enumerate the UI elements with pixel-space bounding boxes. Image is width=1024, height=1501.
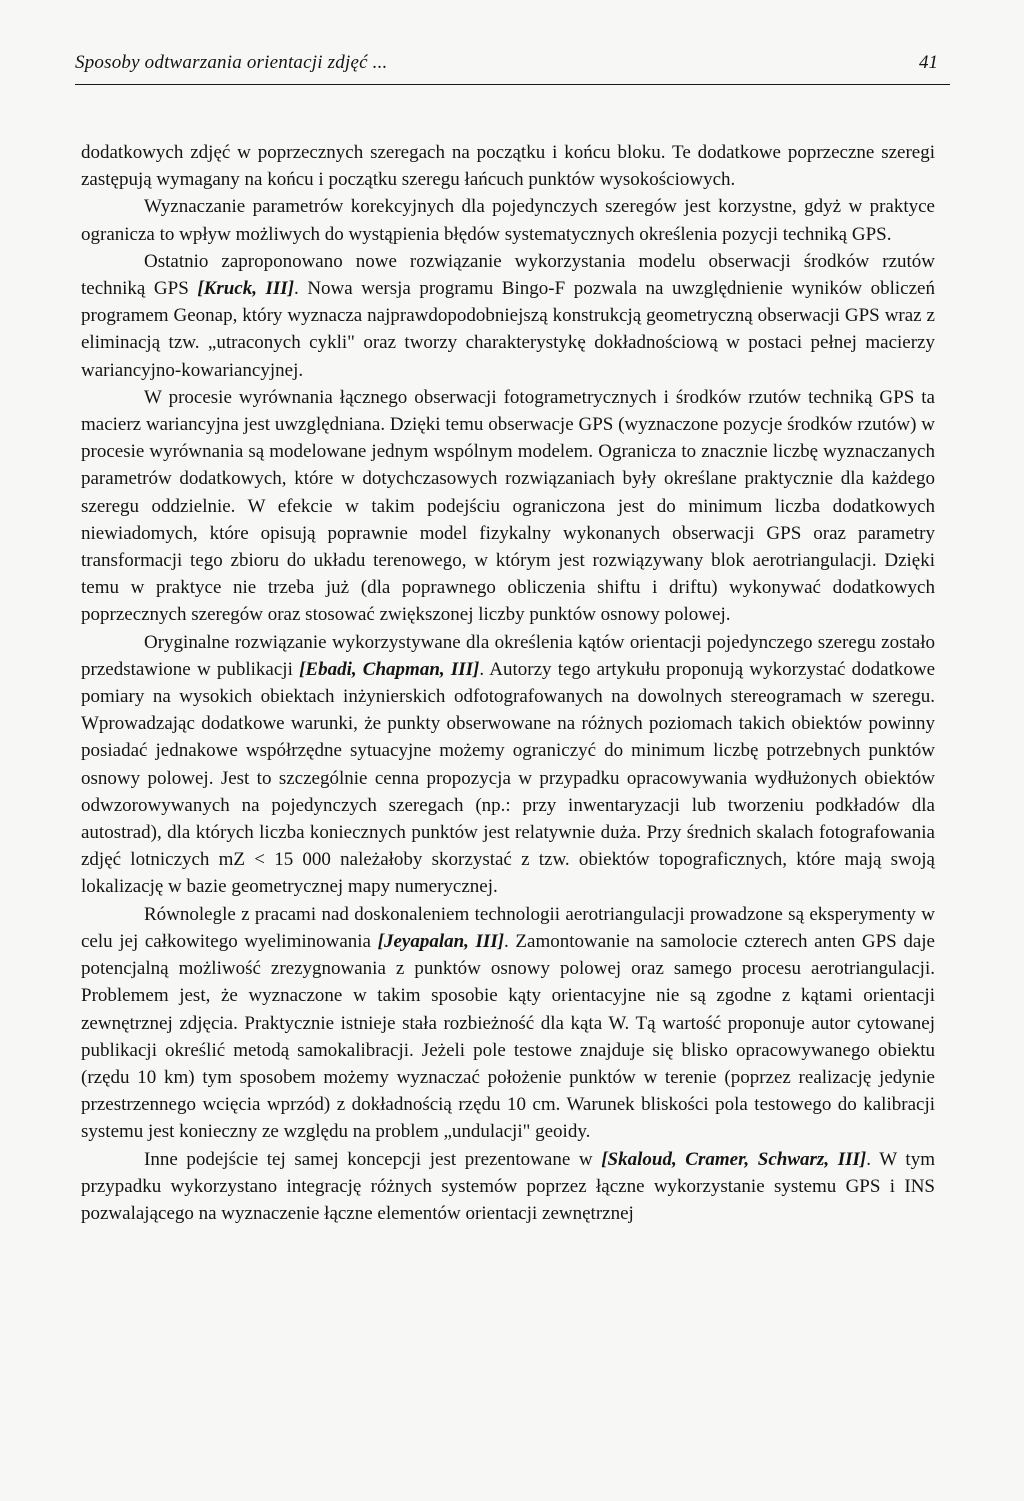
paragraph-text: Ostatnio zaproponowano nowe rozwiązanie wykorzystania modelu obserwacji środków rzutów techniką GPS [81,250,935,300]
paragraph [81,629,935,901]
citation: [Kruck, III] [197,278,295,300]
paragraph-text: W procesie wyrównania łącznego obserwacji fotogrametrycznych i środków rzutów techniką GPS ta macierz wariancyjna jest uwzględniana. Dzięki temu obserwacje GPS (wyznaczone pozycje środków rzutów) w procesie wyrównania są modelowane jednym wspólnym modelem. Ogranicza to znacznie liczbę wyznaczanych parametrów dodatkowych, które w dotychczasowych rozwiązaniach były określane praktycznie dla każdego szeregu oddzielnie. W efekcie w takim podejściu ograniczona jest do minimum liczba dodatkowych niewiadomych, które opisują poprawnie model fizykalny wykonanych obserwacji GPS oraz parametry transformacji tego zbioru do układu terenowego, w którym jest rozwiązywany blok aerotriangulacji. Dzięki temu w praktyce nie trzeba już (dla poprawnego obliczenia shiftu i driftu) wykonywać dodatkowych poprzecznych szeregów oraz stosować zwiększonej liczby punktów osnowy polowej. [81,386,935,626]
paragraph-text: . W tym przypadku wykorzystano integrację różnych systemów poprzez łączne wykorzystanie systemu GPS i INS pozwalającego na wyznaczenie łączne elementów orientacji zewnętrznej [81,1148,935,1224]
paragraph-text: Równolegle z pracami nad doskonaleniem technologii aerotriangulacji prowadzone są eksperymenty w celu jej całkowitego wyeliminowania [81,903,935,952]
running-title: Sposoby odtwarzania orientacji zdjęć ... [75,52,388,73]
running-header [75,52,950,85]
citation: [Jeyapalan, III] [377,930,505,952]
paragraph [81,139,935,193]
paragraph-text: Oryginalne rozwiązanie wykorzystywane dla określenia kątów orientacji pojedynczego szeregu zostało przedstawione w publikacji [81,631,935,680]
page-number: 41 [919,52,938,73]
paragraph [81,1146,935,1228]
body-text [81,139,935,1227]
paragraph-text: . Nowa wersja programu Bingo-F pozwala na uwzględnienie wyników obliczeń programem Geonap, który wyznacza najprawdopodobniejszą konstrukcją geometryczną obserwacji GPS wraz z eliminacją tzw. „utraconych cykli" oraz tworzy charakterystykę dokładnościową w postaci pełnej macierzy wariancyjno-kowariancyjnej. [81,278,935,381]
paragraph [81,901,935,1146]
paragraph [81,384,935,629]
citation: [Skaloud, Cramer, Schwarz, III] [601,1148,867,1170]
paragraph-text: Wyznaczanie parametrów korekcyjnych dla pojedynczych szeregów jest korzystne, gdyż w praktyce ogranicza to wpływ możliwych do wystąpienia błędów systematycznych określenia pozycji techniką GPS. [81,196,935,245]
paragraph-text: . Zamontowanie na samolocie czterech anten GPS daje potencjalną możliwość zrezygnowania z punktów osnowy polowej oraz samego procesu aerotriangulacji. Problemem jest, że wyznaczone w takim sposobie kąty orientacyjne nie są zgodne z kątami orientacji zewnętrznej zdjęcia. Praktycznie istnieje stała rozbieżność dla kąta W. Tą wartość proponuje autor cytowanej publikacji określić metodą samokalibracji. Jeżeli pole testowe znajduje się blisko opracowywanego obiektu (rzędu 10 km) tym sposobem możemy wyznaczać położenie punktów w terenie (poprzez realizację jedynie przestrzennego wcięcia wprzód) z dokładnością rzędu 10 cm. Warunek bliskości pola testowego do kalibracji systemu jest konieczny ze względu na problem „undulacji" geoidy. [81,930,935,1143]
paragraph-text: . Autorzy tego artykułu proponują wykorzystać dodatkowe pomiary na wysokich obiektach inżynierskich odfotografowanych na dowolnych stereogramach w szeregu. Wprowadzając dodatkowe warunki, że punkty obserwowane na różnych poziomach takich obiektów powinny posiadać jednakowe współrzędne sytuacyjne możemy ograniczyć do minimum liczbę potrzebnych punktów osnowy polowej. Jest to szczególnie cenna propozycja w przypadku opracowywania wydłużonych obiektów odwzorowywanych na pojedynczych szeregach (np.: przy inwentaryzacji lub tworzeniu podkładów dla autostrad), dla których liczba koniecznych punktów jest relatywnie duża. Przy średnich skalach fotografowania zdjęć lotniczych mZ < 15 000 należałoby skorzystać z tzw. obiektów topograficznych, które mają swoją lokalizację w bazie geometrycznej mapy numerycznej. [81,658,936,898]
paragraph-text: Inne podejście tej samej koncepcji jest prezentowane w [144,1148,602,1170]
paragraph [81,248,935,384]
citation: [Ebadi, Chapman, III] [299,658,480,680]
paragraph [81,193,935,247]
paragraph-text: dodatkowych zdjęć w poprzecznych szeregach na początku i końcu bloku. Te dodatkowe poprzeczne szeregi zastępują wymagany na końcu i początku szeregu łańcuch punktów wysokościowych. [81,142,935,191]
